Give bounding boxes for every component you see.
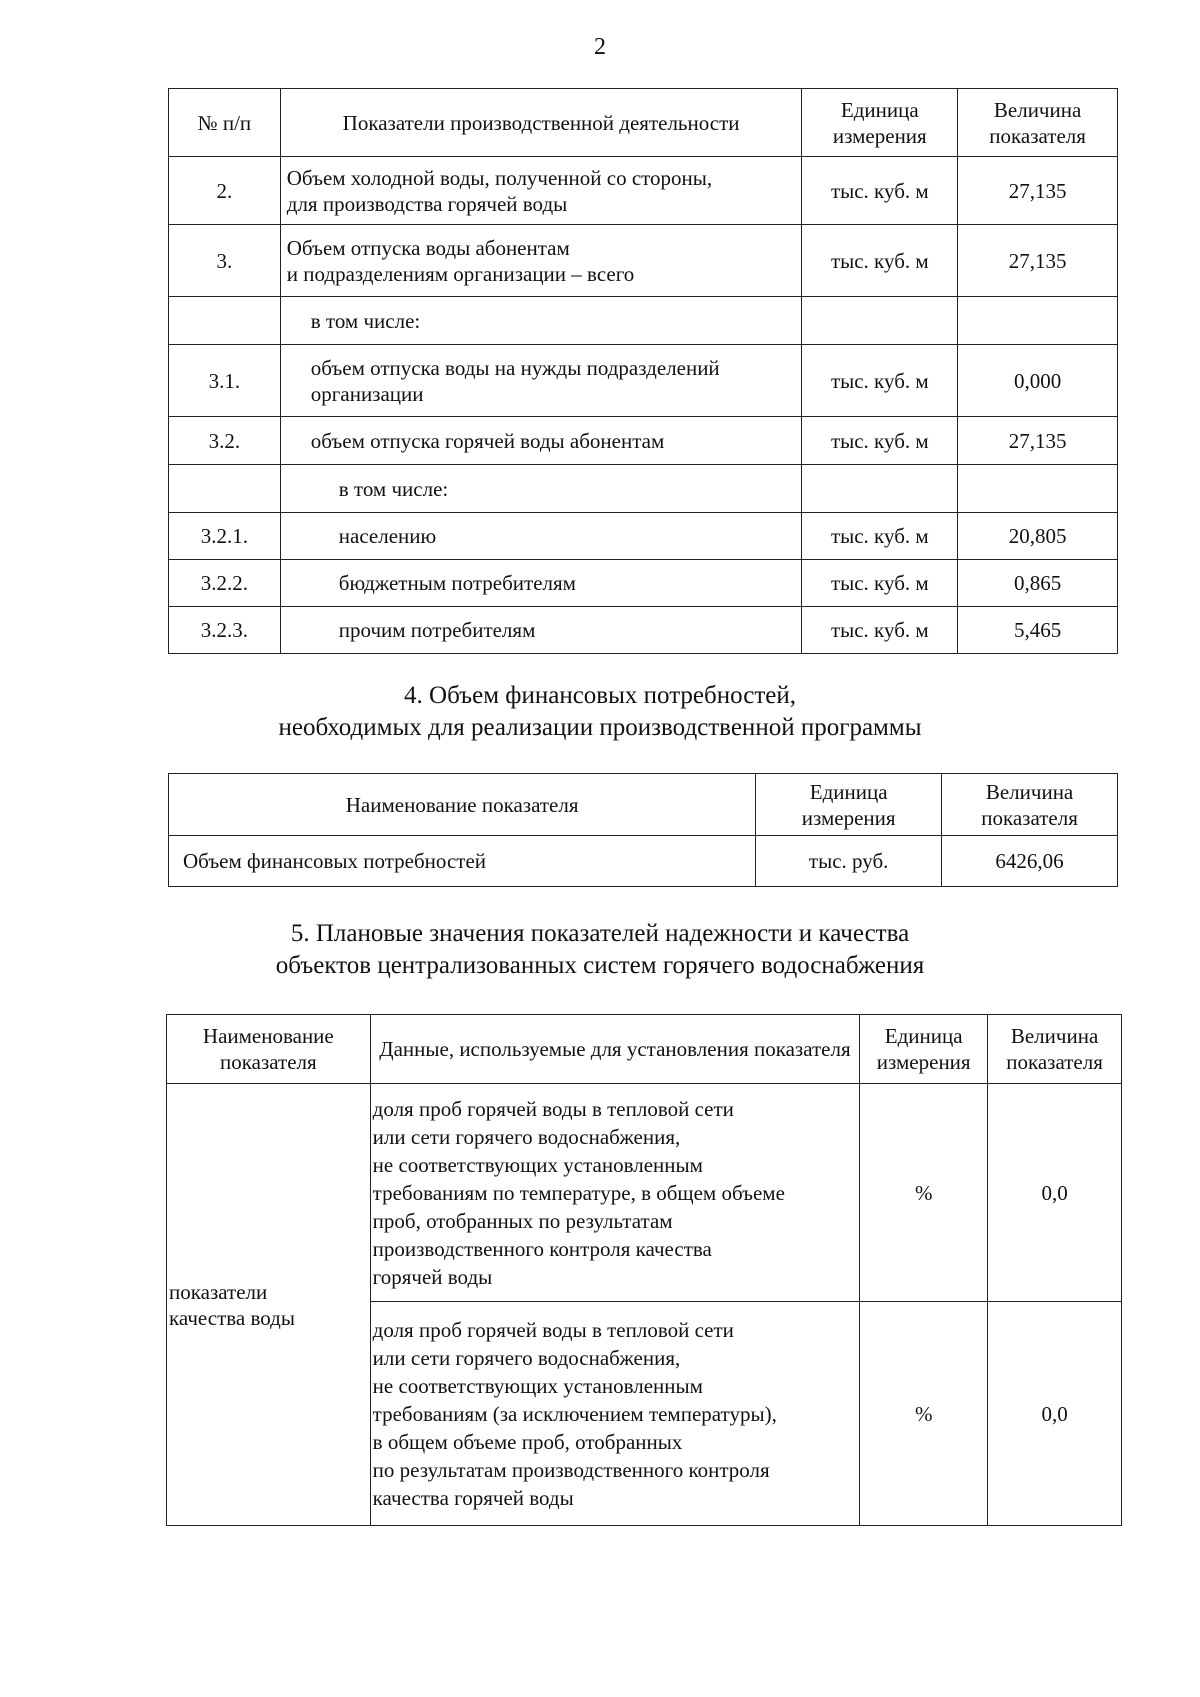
row-number xyxy=(169,465,281,513)
row-unit: тыс. куб. м xyxy=(802,157,958,225)
row-name-line: для производства горячей воды xyxy=(286,191,568,216)
row-unit xyxy=(802,297,958,345)
table-row xyxy=(169,345,1118,417)
row-value: 0,0 xyxy=(988,1084,1122,1302)
header-value: Величина показателя xyxy=(958,89,1118,157)
row-number: 3. xyxy=(169,225,281,297)
table-row xyxy=(169,225,1118,297)
row-description-line: не соответствующих установленным xyxy=(372,1152,703,1177)
table-row xyxy=(169,560,1118,607)
row-number: 3.2.1. xyxy=(169,513,281,560)
row-unit: тыс. куб. м xyxy=(802,225,958,297)
production-indicators-table xyxy=(168,88,1118,654)
table-header-row xyxy=(169,774,1118,836)
row-name-line: и подразделениям организации – всего xyxy=(286,261,635,286)
page-number: 2 xyxy=(594,34,606,60)
row-unit: тыс. куб. м xyxy=(802,513,958,560)
row-description-line: в общем объеме проб, отобранных xyxy=(372,1429,683,1454)
row-name-line: Объем отпуска воды абонентам xyxy=(286,235,570,260)
row-name: бюджетным потребителям xyxy=(280,560,802,607)
row-value: 0,865 xyxy=(958,560,1118,607)
section-5-title xyxy=(0,918,1200,982)
row-name: прочим потребителям xyxy=(280,607,802,654)
row-name: Объем финансовых потребностей xyxy=(169,836,756,887)
row-number: 3.2.3. xyxy=(169,607,281,654)
row-value: 0,0 xyxy=(988,1302,1122,1526)
row-unit: % xyxy=(860,1084,988,1302)
row-number: 2. xyxy=(169,157,281,225)
row-number: 3.1. xyxy=(169,345,281,417)
row-name-line: объем отпуска воды на нужды подразделений xyxy=(310,355,720,380)
row-name xyxy=(280,157,802,225)
row-description-line: требованиям (за исключением температуры), xyxy=(372,1401,777,1426)
row-number: 3.2. xyxy=(169,417,281,465)
table-row xyxy=(169,297,1118,345)
section-4-title-line: 4. Объем финансовых потребностей, xyxy=(404,682,796,709)
row-value: 0,000 xyxy=(958,345,1118,417)
row-name xyxy=(280,345,802,417)
row-description xyxy=(370,1084,860,1302)
row-description xyxy=(370,1302,860,1526)
row-description-line: производственного контроля качества xyxy=(372,1236,712,1261)
header-value: Величина показателя xyxy=(942,774,1118,836)
row-name: в том числе: xyxy=(280,297,802,345)
row-value xyxy=(958,297,1118,345)
row-name: населению xyxy=(280,513,802,560)
row-number: 3.2.2. xyxy=(169,560,281,607)
row-description-line: горячей воды xyxy=(372,1264,493,1289)
row-name: в том числе: xyxy=(280,465,802,513)
group-name-line: показатели xyxy=(169,1279,268,1304)
reliability-quality-table xyxy=(166,1014,1122,1526)
row-description-line: доля проб горячей воды в тепловой сети xyxy=(372,1096,734,1121)
row-value: 27,135 xyxy=(958,417,1118,465)
row-description-line: качества горячей воды xyxy=(372,1485,574,1510)
row-name-line: организации xyxy=(310,381,424,406)
row-unit: тыс. куб. м xyxy=(802,607,958,654)
row-description-line: или сети горячего водоснабжения, xyxy=(372,1345,681,1370)
table-row xyxy=(169,836,1118,887)
table-header-row xyxy=(169,89,1118,157)
header-unit: Единица измерения xyxy=(802,89,958,157)
table-row xyxy=(167,1084,1122,1302)
header-data-used: Данные, используемые для установления показателя xyxy=(370,1015,860,1084)
group-name-line: качества воды xyxy=(169,1305,295,1330)
table-row xyxy=(169,607,1118,654)
section-4-title-line: необходимых для реализации производственной программы xyxy=(278,714,922,741)
row-description-line: требованиям по температуре, в общем объеме xyxy=(372,1180,785,1205)
row-value xyxy=(958,465,1118,513)
row-description-line: или сети горячего водоснабжения, xyxy=(372,1124,681,1149)
financial-needs-table xyxy=(168,773,1118,887)
row-description-line: доля проб горячей воды в тепловой сети xyxy=(372,1317,734,1342)
row-value: 27,135 xyxy=(958,225,1118,297)
header-indicator-name: Наименование показателя xyxy=(167,1015,371,1084)
table-row xyxy=(169,465,1118,513)
row-unit: тыс. куб. м xyxy=(802,417,958,465)
row-value: 6426,06 xyxy=(942,836,1118,887)
row-value: 20,805 xyxy=(958,513,1118,560)
row-unit xyxy=(802,465,958,513)
row-unit: тыс. куб. м xyxy=(802,345,958,417)
row-value: 5,465 xyxy=(958,607,1118,654)
row-unit: тыс. руб. xyxy=(756,836,942,887)
row-description-line: не соответствующих установленным xyxy=(372,1373,703,1398)
table-row xyxy=(169,157,1118,225)
row-name xyxy=(280,225,802,297)
table-row xyxy=(169,513,1118,560)
row-description-line: по результатам производственного контроля xyxy=(372,1457,770,1482)
row-value: 27,135 xyxy=(958,157,1118,225)
row-unit: % xyxy=(860,1302,988,1526)
table-row xyxy=(169,417,1118,465)
section-4-title xyxy=(0,680,1200,744)
section-5-title-line: 5. Плановые значения показателей надежности и качества xyxy=(290,920,910,947)
section-5-title-line: объектов централизованных систем горячего водоснабжения xyxy=(275,952,925,979)
header-value: Величина показателя xyxy=(988,1015,1122,1084)
header-number: № п/п xyxy=(169,89,281,157)
group-name xyxy=(167,1084,371,1526)
header-unit: Единица измерения xyxy=(756,774,942,836)
header-indicator-name: Наименование показателя xyxy=(169,774,756,836)
table-header-row xyxy=(167,1015,1122,1084)
row-unit: тыс. куб. м xyxy=(802,560,958,607)
row-description-line: проб, отобранных по результатам xyxy=(372,1208,673,1233)
header-indicator: Показатели производственной деятельности xyxy=(280,89,802,157)
row-number xyxy=(169,297,281,345)
row-name: объем отпуска горячей воды абонентам xyxy=(280,417,802,465)
header-unit: Единица измерения xyxy=(860,1015,988,1084)
row-name-line: Объем холодной воды, полученной со стороны, xyxy=(286,165,713,190)
